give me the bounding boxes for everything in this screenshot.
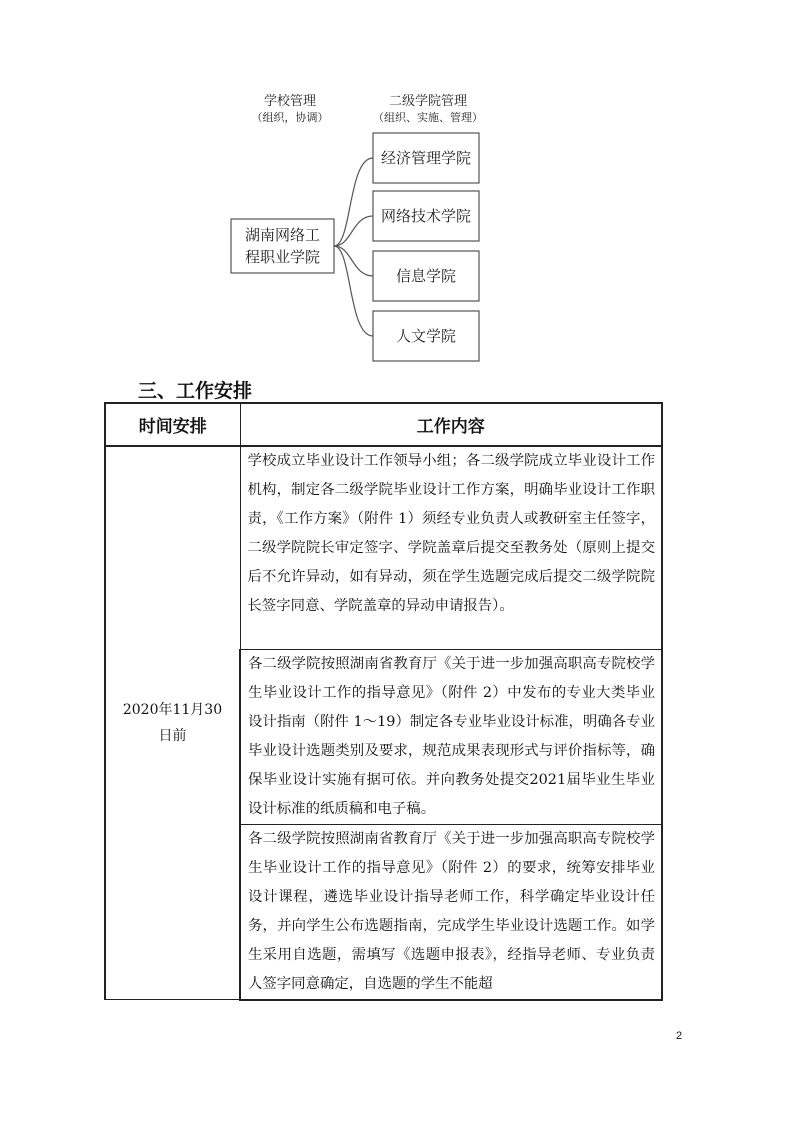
org-chart-graphics	[0, 0, 793, 380]
college-label-4: 人文学院	[395, 327, 456, 345]
connector-4	[334, 246, 373, 336]
page-number: 2	[676, 1030, 683, 1042]
header-college-subtitle: （组织、实施、管理）	[373, 111, 483, 124]
header-college	[368, 90, 488, 125]
table-row	[105, 446, 662, 649]
header-content: 工作内容	[240, 403, 662, 446]
header-school	[240, 90, 340, 125]
section-title: 三、工作安排	[138, 380, 253, 402]
college-label-3: 信息学院	[395, 267, 456, 285]
table-header-row	[105, 403, 662, 446]
header-school-subtitle: （组织，协调）	[251, 111, 329, 124]
content-cell-2: 各二级学院按照湖南省教育厅《关于进一步加强高职高专院校学生毕业设计工作的指导意见》（附件 2）中发布的专业大类毕业设计指南（附件 1～19）制定各专业毕业设计标准，明确各专业毕业设计选题类别及要求，规范成果表现形式与评价指标等，确保毕业设计实施有据可依。并向教务处提交2021届毕业生毕业设计标准的纸质稿和电子稿。	[240, 649, 662, 824]
content-cell-1: 学校成立毕业设计工作领导小组；各二级学院成立毕业设计工作机构，制定各二级学院毕业设计工作方案，明确毕业设计工作职责，《工作方案》（附件 1）须经专业负责人或教研室主任签字，二级学院院长审定签字、学院盖章后提交至教务处（原则上提交后不允许异动，如有异动，须在学生选题完成后提交二级学院院长签字同意、学院盖章的异动申请报告）。	[240, 446, 662, 649]
header-college-title: 二级学院管理	[388, 94, 467, 109]
header-school-title: 学校管理	[263, 94, 316, 109]
content-cell-3: 各二级学院按照湖南省教育厅《关于进一步加强高职高专院校学生毕业设计工作的指导意见》（附件 2）的要求，统筹安排毕业设计课程，遴选毕业设计指导老师工作，科学确定毕业设计任务，并向学生公布选题指南，完成学生毕业设计选题工作。如学生采用自选题，需填写《选题申报表》，经指导老师、专业负责人签字同意确定，自选题的学生不能超	[240, 824, 662, 1000]
connector-1	[334, 158, 373, 246]
header-time: 时间安排	[105, 403, 240, 446]
time-cell: 2020年11月30日前	[105, 446, 240, 1000]
root-label: 湖南网络工程职业学院	[244, 226, 320, 266]
schedule-table	[104, 402, 663, 1001]
org-chart	[0, 0, 793, 380]
college-label-2: 网络技术学院	[380, 207, 471, 225]
college-label-1: 经济管理学院	[380, 149, 471, 167]
